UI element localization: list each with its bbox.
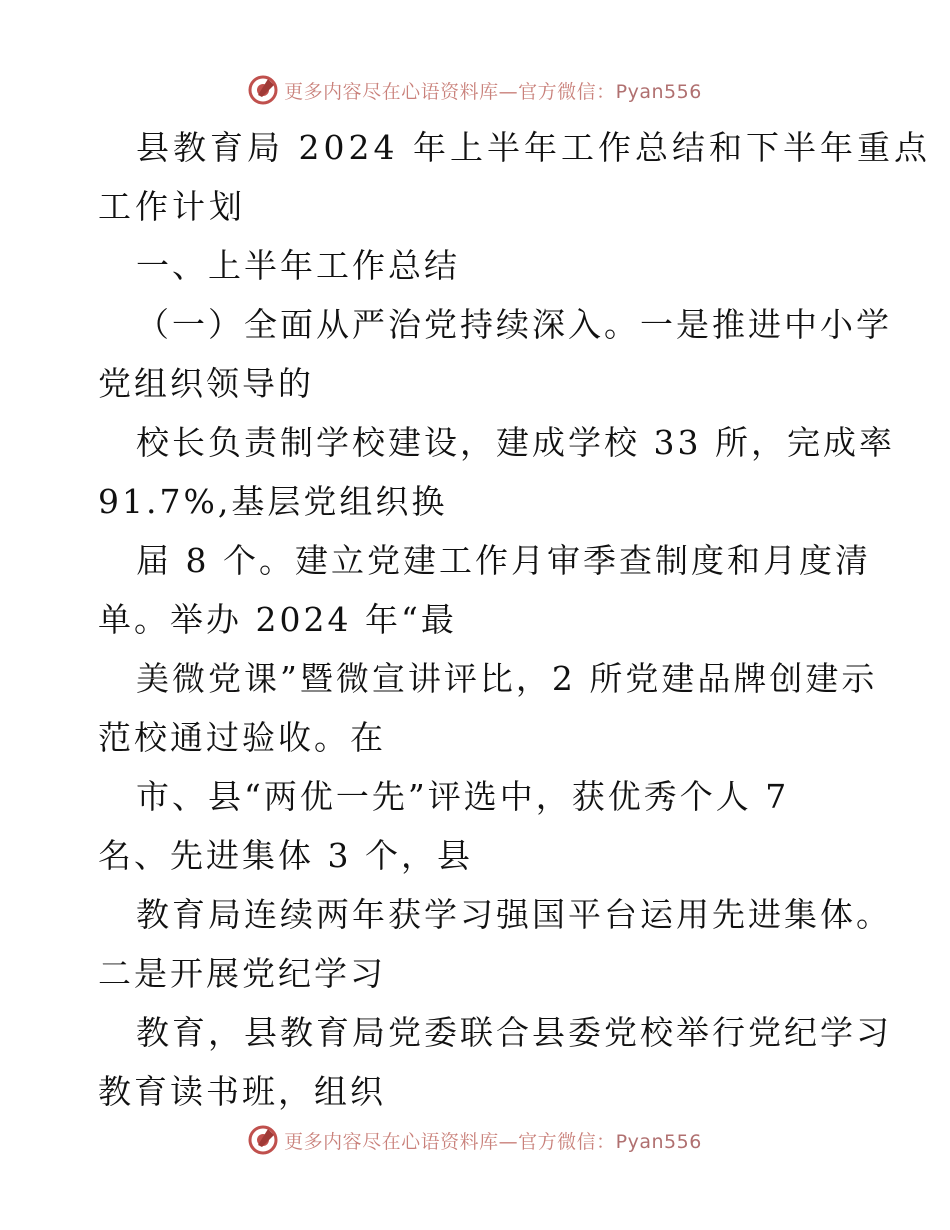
paragraph-line: 届 8 个。建立党建工作月审季查制度和月度清 — [136, 541, 871, 580]
banner-wechat-id: Pyan556 — [615, 1130, 702, 1153]
section-heading: 一、上半年工作总结 — [136, 246, 460, 285]
header-banner — [0, 72, 950, 108]
paragraph-line: 二是开展党纪学习 — [98, 954, 386, 993]
paragraph-line: 教育局连续两年获学习强国平台运用先进集体。 — [136, 895, 892, 934]
banner-text — [284, 77, 702, 104]
document-body — [98, 118, 931, 1121]
paragraph-line: 党组织领导的 — [98, 364, 314, 403]
paragraph-line: 教育，县教育局党委联合县委党校举行党纪学习 — [136, 1013, 892, 1052]
paragraph-line: 美微党课”暨微宣讲评比，2 所党建品牌创建示 — [136, 659, 878, 698]
paragraph-line: （一）全面从严治党持续深入。一是推进中小学 — [136, 305, 892, 344]
paragraph-line: 市、县“两优一先”评选中，获优秀个人 7 — [136, 777, 790, 816]
paragraph-line: 教育读书班，组织 — [98, 1072, 386, 1111]
paragraph-line: 91.7%,基层党组织换 — [98, 482, 448, 521]
banner-wechat-id: Pyan556 — [615, 80, 702, 103]
doc-title-line-2: 工作计划 — [98, 187, 246, 226]
logo-icon — [248, 1125, 278, 1155]
banner-label: 更多内容尽在心语资料库—官方微信： — [284, 80, 616, 103]
paragraph-line: 范校通过验收。在 — [98, 718, 386, 757]
logo-icon — [248, 75, 278, 105]
banner-text — [284, 1127, 702, 1154]
doc-title-line-1: 县教育局 2024 年上半年工作总结和下半年重点 — [136, 128, 931, 167]
banner-label: 更多内容尽在心语资料库—官方微信： — [284, 1130, 616, 1153]
paragraph-line: 校长负责制学校建设，建成学校 33 所，完成率 — [136, 423, 895, 462]
footer-banner — [0, 1122, 950, 1158]
paragraph-line: 单。举办 2024 年“最 — [98, 600, 457, 639]
paragraph-line: 名、先进集体 3 个，县 — [98, 836, 473, 875]
